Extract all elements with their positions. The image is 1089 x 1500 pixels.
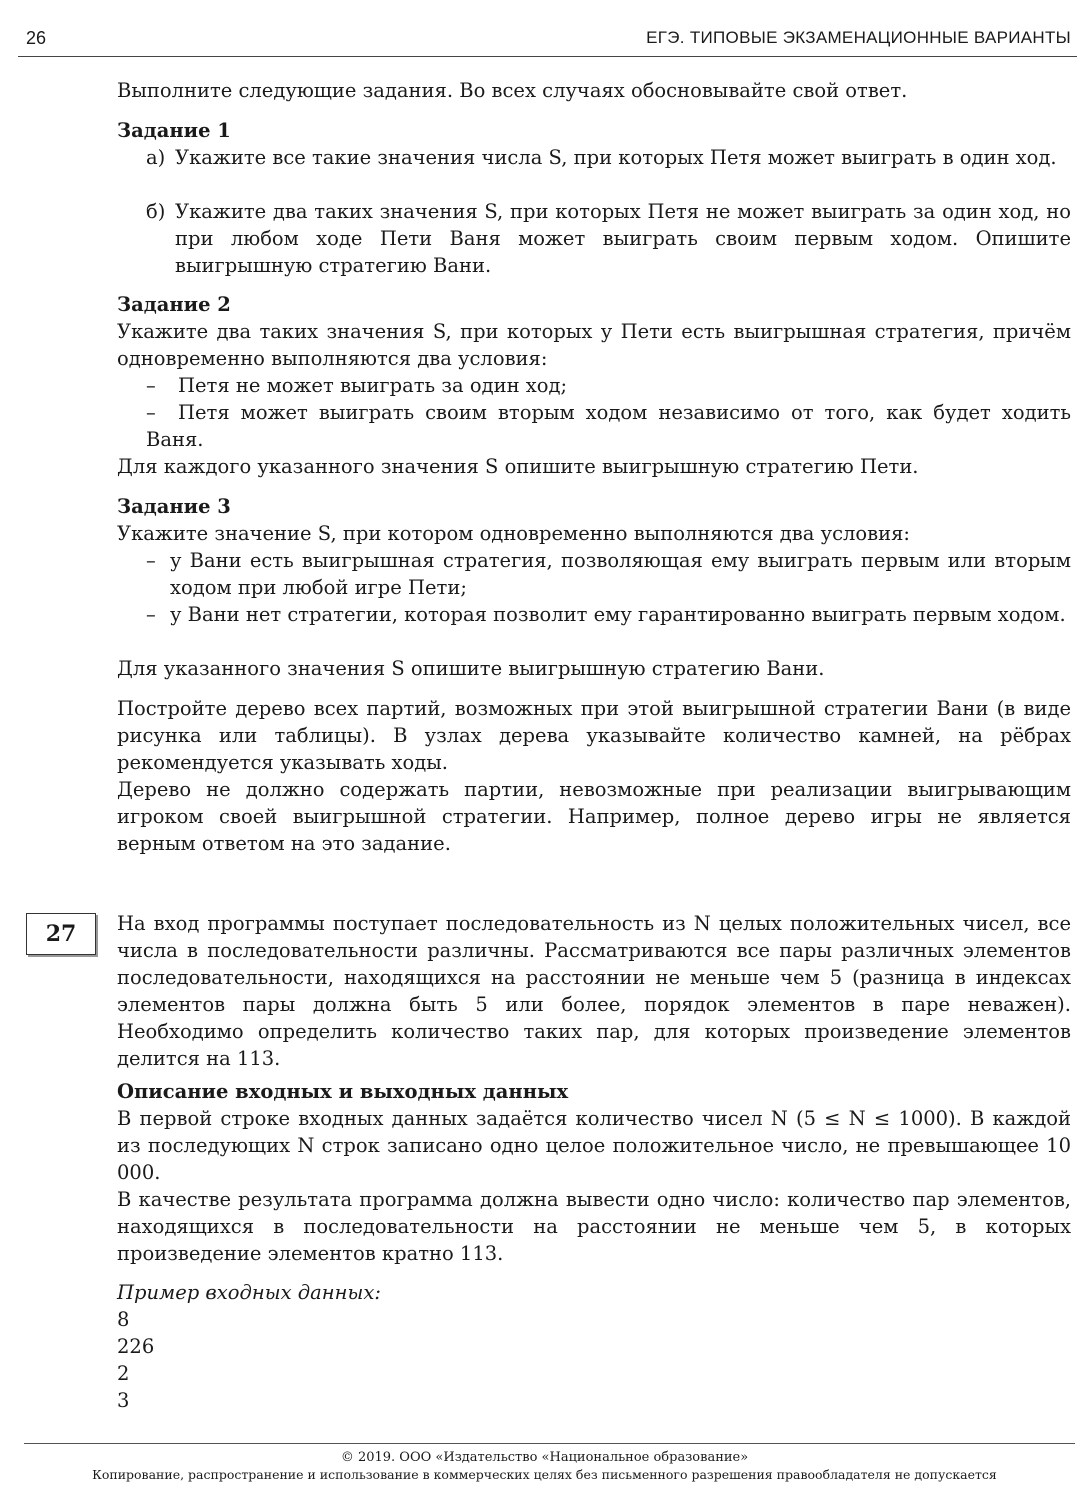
task1-a-text: Укажите все такие значения числа S, при которых Петя может выиграть в один ход. [175, 146, 1057, 169]
task1-a-marker: а) [146, 146, 166, 169]
io-heading: Описание входных и выходных данных [117, 1080, 569, 1103]
task2-text: Укажите два таких значения S, при которых у Пети есть выигрышная стратегия, причём одновременно выполняются два условия: [117, 320, 1071, 370]
task2-item-1: Петя не может выиграть за один ход; [178, 374, 568, 397]
task3-bullet-1: – [146, 549, 156, 572]
task2-bullet-2: – [146, 401, 156, 424]
example-line: 8 [117, 1308, 130, 1331]
footer-divider [24, 1443, 1075, 1444]
task1-heading: Задание 1 [117, 119, 231, 142]
page-number: 26 [26, 28, 47, 48]
tree-paragraph-2: Дерево не должно содержать партии, невозможные при реализации выигрывающим игроком своей выигрышной стратегии. Например, полное дерево игры не является верным ответом на это задание. [117, 778, 1071, 855]
task3-text: Укажите значение S, при котором одновременно выполняются два условия: [117, 522, 910, 545]
task27-statement: На вход программы поступает последовательность из N целых положительных чисел, все числа в последовательности различны. Рассматриваются все пары различных элементов последовательности, находящихся на расстоянии не меньше чем 5 (разница в индексах элементов пары должна быть 5 или более, порядок элементов в паре неважен). Необходимо определить количество таких пар, для которых произведение элементов делится на 113. [117, 912, 1071, 1070]
task2-after: Для каждого указанного значения S опишите выигрышную стратегию Пети. [117, 455, 919, 478]
header-divider [18, 56, 1077, 57]
task1-b-text: Укажите два таких значения S, при которых Петя не может выиграть за один ход, но при любом ходе Пети Ваня может выиграть своим первым ходом. Опишите выигрышную стратегию Вани. [175, 200, 1071, 277]
example-line: 3 [117, 1389, 130, 1412]
example-line: 2 [117, 1362, 130, 1385]
task3-bullet-2: – [146, 603, 156, 626]
running-title: ЕГЭ. ТИПОВЫЕ ЭКЗАМЕНАЦИОННЫЕ ВАРИАНТЫ [646, 28, 1071, 47]
task2-item-2: Петя может выиграть своим вторым ходом независимо от того, как будет ходить Ваня. [146, 401, 1071, 451]
task3-item-2: у Вани нет стратегии, которая позволит ему гарантированно выиграть первым ходом. [170, 603, 1066, 626]
task3-heading: Задание 3 [117, 495, 231, 518]
output-description: В качестве результата программа должна вывести одно число: количество пар элементов, находящихся в последовательности на расстоянии не меньше чем 5, в которых произведение элементов кратно 113. [117, 1188, 1071, 1265]
task2-bullet-1: – [146, 374, 156, 397]
task3-item-1: у Вани есть выигрышная стратегия, позволяющая ему выиграть первым или вторым ходом при любой игре Пети; [170, 549, 1071, 599]
footer-copyright: © 2019. ООО «Издательство «Национальное образование» [340, 1450, 749, 1465]
page-header [26, 28, 1071, 52]
intro-text: Выполните следующие задания. Во всех случаях обосновывайте свой ответ. [117, 79, 908, 102]
example-label: Пример входных данных: [117, 1281, 381, 1304]
example-line: 226 [117, 1335, 155, 1358]
task1-b-marker: б) [146, 200, 166, 223]
task2-heading: Задание 2 [117, 293, 231, 316]
footer-notice: Копирование, распространение и использование в коммерческих целях без письменного разрешения правообладателя не допускается [92, 1467, 997, 1482]
input-description: В первой строке входных данных задаётся количество чисел N (5 ≤ N ≤ 1000). В каждой из последующих N строк записано одно целое положительное число, не превышающее 10 000. [117, 1107, 1071, 1184]
tree-paragraph-1: Постройте дерево всех партий, возможных при этой выигрышной стратегии Вани (в виде рисунка или таблицы). В узлах дерева указывайте количество камней, на рёбрах рекомендуется указывать ходы. [117, 697, 1071, 774]
task-number-box: 27 [26, 913, 96, 955]
task3-after: Для указанного значения S опишите выигрышную стратегию Вани. [117, 657, 825, 680]
